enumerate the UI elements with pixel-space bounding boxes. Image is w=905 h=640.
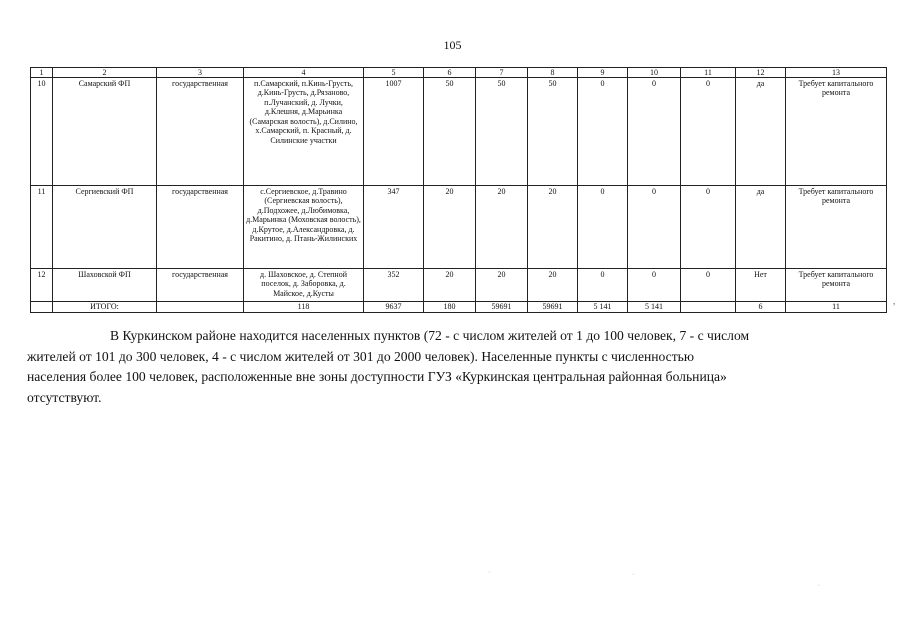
- cell-value: 347: [364, 186, 424, 269]
- facility-name: Шаховской ФП: [53, 269, 157, 302]
- cell-value: 0: [628, 78, 681, 186]
- repair-status: Требует капитального ремонта: [786, 78, 887, 186]
- cell-value: 0: [681, 269, 736, 302]
- table-row: [31, 186, 887, 269]
- cell-value: да: [736, 186, 786, 269]
- cell-value: 0: [578, 186, 628, 269]
- ownership: государственная: [157, 269, 244, 302]
- settlements-list: с.Сергиевское, д.Травино (Сергиевская волость), д.Подхожее, д.Любимовка, д.Марьинка (Моховская волость), д.Крутое, д.Александровка, д. Ракитино, д. Птань-Жилинских: [244, 186, 364, 269]
- column-number: 8: [528, 68, 578, 78]
- cell-value: 20: [528, 186, 578, 269]
- column-number: 12: [736, 68, 786, 78]
- ownership: государственная: [157, 78, 244, 186]
- total-value: 5 141: [578, 302, 628, 313]
- cell-value: 20: [424, 186, 476, 269]
- scan-speck: ·: [632, 572, 634, 578]
- total-value: 9637: [364, 302, 424, 313]
- cell-value: 20: [424, 269, 476, 302]
- cell-value: 20: [476, 186, 528, 269]
- row-number: 12: [31, 269, 53, 302]
- total-value: 118: [244, 302, 364, 313]
- cell-value: 20: [528, 269, 578, 302]
- column-number: 6: [424, 68, 476, 78]
- column-number: 5: [364, 68, 424, 78]
- table-row: [31, 269, 887, 302]
- total-value: 5 141: [628, 302, 681, 313]
- ownership: государственная: [157, 186, 244, 269]
- column-number: 3: [157, 68, 244, 78]
- scan-mark: ,: [893, 296, 896, 306]
- column-number: 1: [31, 68, 53, 78]
- column-number: 2: [53, 68, 157, 78]
- settlements-list: д. Шаховское, д. Степной поселок, д. Заборовка, д. Майское, д.Кусты: [244, 269, 364, 302]
- table-header-row: [31, 68, 887, 78]
- cell-value: 0: [578, 78, 628, 186]
- column-number: 13: [786, 68, 887, 78]
- total-label: ИТОГО:: [53, 302, 157, 313]
- column-number: 7: [476, 68, 528, 78]
- column-number: 11: [681, 68, 736, 78]
- column-number: 4: [244, 68, 364, 78]
- total-blank: [157, 302, 244, 313]
- body-paragraph: [27, 326, 858, 408]
- repair-status: Требует капитального ремонта: [786, 269, 887, 302]
- cell-value: 50: [528, 78, 578, 186]
- table-row: [31, 78, 887, 186]
- total-blank: [31, 302, 53, 313]
- facility-name: Самарский ФП: [53, 78, 157, 186]
- cell-value: 20: [476, 269, 528, 302]
- settlements-list: п.Самарский, п.Кинь-Грусть, д.Кинь-Грусть, д.Рязаново, п.Лучанский, д. Лучки, д.Клешня, д.Марьинка (Самарская волость), д.Силино, х.Самарский, п. Красный, д. Силинские участки: [244, 78, 364, 186]
- total-value: 11: [786, 302, 887, 313]
- cell-value: 0: [578, 269, 628, 302]
- total-blank: [681, 302, 736, 313]
- row-number: 10: [31, 78, 53, 186]
- facility-table: [30, 67, 887, 313]
- paragraph-line: жителей от 101 до 300 человек, 4 - с числом жителей от 301 до 2000 человек). Населенные пункты с численностью: [27, 348, 695, 364]
- total-value: 59691: [476, 302, 528, 313]
- cell-value: 50: [476, 78, 528, 186]
- cell-value: 0: [681, 186, 736, 269]
- page-number: 105: [443, 38, 462, 52]
- total-row: [31, 302, 887, 313]
- cell-value: 0: [681, 78, 736, 186]
- cell-value: да: [736, 78, 786, 186]
- total-value: 180: [424, 302, 476, 313]
- facility-name: Сергиевский ФП: [53, 186, 157, 269]
- cell-value: 1007: [364, 78, 424, 186]
- cell-value: Нет: [736, 269, 786, 302]
- column-number: 10: [628, 68, 681, 78]
- cell-value: 50: [424, 78, 476, 186]
- scan-speck: ·: [488, 570, 490, 576]
- paragraph-line: отсутствуют.: [27, 389, 102, 405]
- row-number: 11: [31, 186, 53, 269]
- cell-value: 0: [628, 269, 681, 302]
- cell-value: 352: [364, 269, 424, 302]
- scan-speck: ·: [818, 583, 820, 589]
- total-value: 59691: [528, 302, 578, 313]
- cell-value: 0: [628, 186, 681, 269]
- column-number: 9: [578, 68, 628, 78]
- paragraph-line: населения более 100 человек, расположенные вне зоны доступности ГУЗ «Куркинская центральная районная больница»: [27, 369, 727, 384]
- paragraph-line: В Куркинском районе находится населенных пунктов (72 - с числом жителей от 1 до 100 человек, 7 - с числом: [110, 328, 750, 343]
- total-value: 6: [736, 302, 786, 313]
- repair-status: Требует капитального ремонта: [786, 186, 887, 269]
